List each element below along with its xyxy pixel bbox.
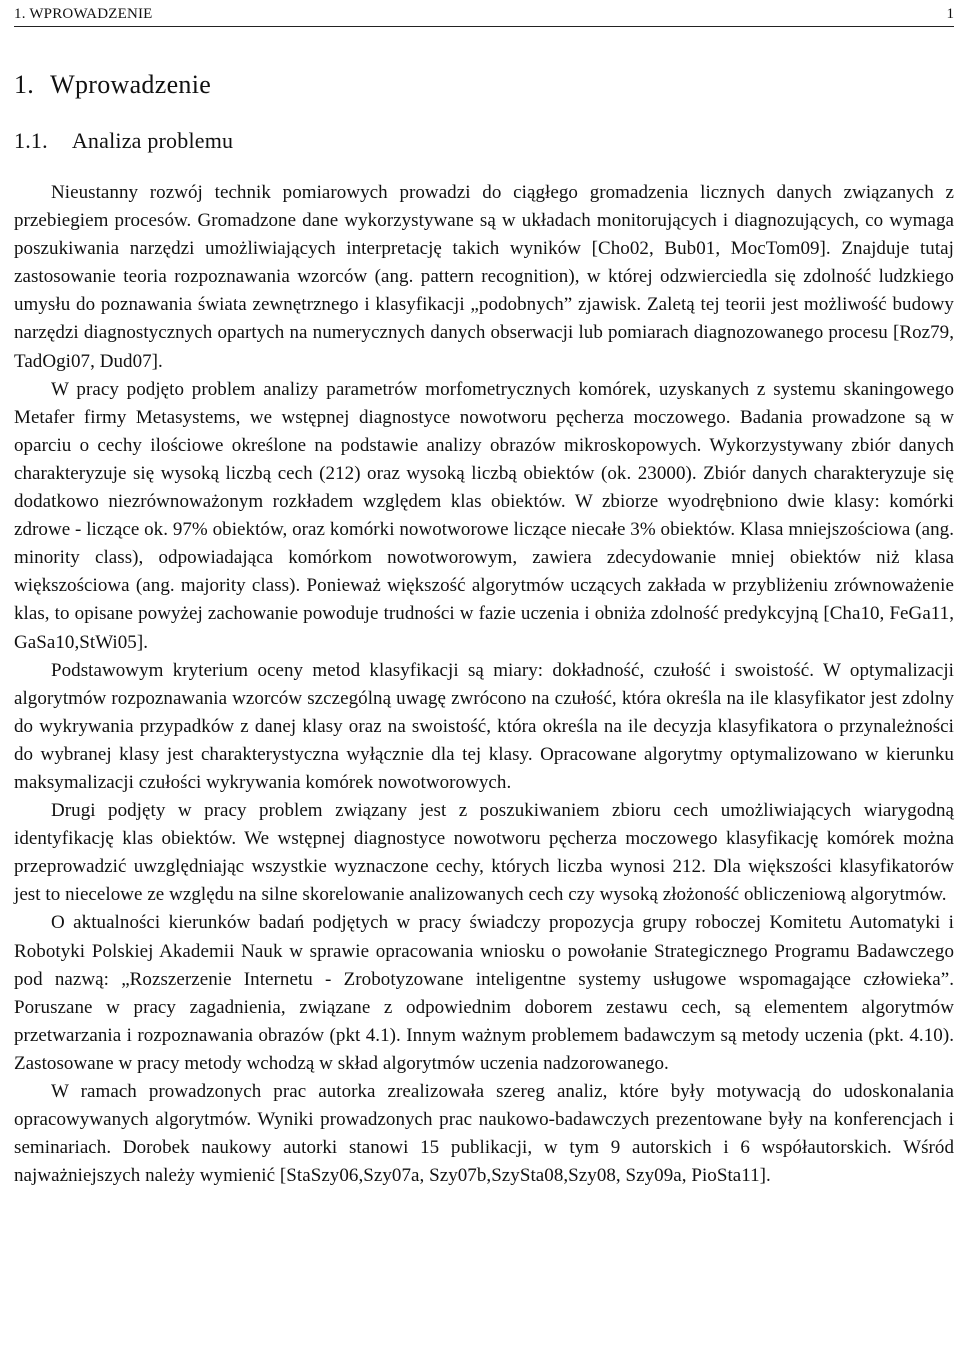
paragraph-2: W pracy podjęto problem analizy parametrów morfometrycznych komórek, uzyskanych z systemu skaningowego Metafer firmy Metasystems, we wstępnej diagnostyce nowotworu pęcherza moczowego. Badania prowadzone są w oparciu o cechy ilościowe określone na podstawie analizy obrazów mikroskopowych. Wykorzystywany zbiór danych charakteryzuje się wysoką liczbą cech (212) oraz wysoką liczbą obiektów (ok. 23000). Zbiór danych charakteryzuje się dodatkowo niezrównoważonym rozkładem względem klas obiektów. W zbiorze wyodrębniono dwie klasy: komórki zdrowe - liczące ok. 97% obiektów, oraz komórki nowotworowe liczące niecałe 3% obiektów. Klasa mniejszościowa (ang. minority class), odpowiadająca komórkom nowotworowym, zawiera zdecydowanie mniej obiektów niż klasa większościowa (ang. majority class). Ponieważ większość algorytmów uczących zakłada w przybliżeniu zrównoważenie klas, to opisane powyżej zachowanie powoduje trudności w fazie uczenia i obniża zdolność predykcyjną [Cha10, FeGa11, GaSa10,StWi05].	[14, 378, 954, 653]
section-title: Analiza problemu	[71, 128, 234, 153]
section-heading	[14, 127, 954, 155]
paragraph-1	[14, 179, 954, 376]
paragraph-5: O aktualności kierunków badań podjętych w pracy świadczy propozycja grupy roboczej Komitetu Automatyki i Robotyki Polskiej Akademii Nauk w sprawie opracowania wniosku o powołanie Strategicznego Programu Badawczego pod nazwą: „Rozszerzenie Internetu - Zrobotyzowane inteligentne systemy usługowe wspomagające człowieka”. Poruszane w pracy zagadnienia, związane z odpowiednim doborem zestawu cech, są elementem algorytmów przetwarzania i rozpoznawania obrazów (pkt 4.1). Innym ważnym problemem badawczym są metody uczenia (pkt. 4.10). Zastosowane w pracy metody wchodzą w skład algorytmów uczenia nadzorowanego.	[14, 912, 954, 1074]
paragraph-1-part-c: Zaletą tej teorii jest możliwość budowy narzędzi diagnostycznych opartych na numerycznych danych obserwacji lub pomiarach diagnozowanego procesu [Roz79, TadOgi07, Dud07].	[14, 294, 954, 372]
chapter-heading	[14, 69, 954, 101]
body-text	[14, 179, 954, 1190]
document-page	[14, 0, 954, 1190]
paragraph-3: Podstawowym kryterium oceny metod klasyfikacji są miary: dokładność, czułość i swoistość. W optymalizacji algorytmów rozpoznawania wzorców szczególną uwagę zwrócono na czułość, która określa na ile klasyfikator jest zdolny do wykrywania przypadków z danej klasy oraz na swoistość, która określa na ile decyzja klasyfikatora o przynależności do wybranej klasy jest charakterystyczna wyłącznie dla tej klasy. Opracowane algorytmy optymalizowano w kierunku maksymalizacji czułości wykrywania komórek nowotworowych.	[14, 659, 954, 793]
running-header-title: 1. WPROWADZENIE	[14, 6, 153, 22]
paragraph-4: Drugi podjęty w pracy problem związany jest z poszukiwaniem zbioru cech umożliwiających wiarygodną identyfikację klas obiektów. We wstępnej diagnostyce nowotworu pęcherza moczowego klasyfikację komórek można przeprowadzić uwzględniając wszystkie wyznaczone cechy, których liczba wynosi 212. Dla większości klasyfikatorów jest to niecelowe ze względu na silne skorelowanie analizowanych cech czy wysoką złożoność obliczeniową algorytmów.	[14, 800, 954, 906]
paragraph-1-part-a: Nieustanny rozwój technik pomiarowych prowadzi do ciągłego gromadzenia licznych danych związanych z przebiegiem procesów.	[14, 182, 954, 232]
page-number: 1	[946, 6, 954, 22]
chapter-number: 1.	[14, 70, 35, 99]
section-number: 1.1.	[14, 128, 48, 153]
paragraph-6: W ramach prowadzonych prac autorka zrealizowała szereg analiz, które były motywacją do udoskonalania opracowywanych algorytmów. Wyniki prowadzonych prac naukowo-badawczych prezentowane były na konferencjach i seminariach. Dorobek naukowy autorki stanowi 15 publikacji, w tym 9 autorskich i 6 współautorskich. Wśród najważniejszych należy wymienić [StaSzy06,Szy07a, Szy07b,SzySta08,Szy08, Szy09a, PioSta11].	[14, 1081, 954, 1187]
paragraph-1-part-b: Gromadzone dane wykorzystywane są w układach monitorujących i diagnozujących, co wymaga poszukiwania narzędzi umożliwiających interpretację takich wyników [Cho02, Bub01, MocTom09]. Znajduje tutaj zastosowanie teoria rozpoznawania wzorców (ang. pattern recognition), w której odzwierciedla się zdolność ludzkiego umysłu do poznawania świata zewnętrznego i klasyfikacji „podobnych” zjawisk.	[14, 210, 954, 316]
running-header	[14, 0, 954, 27]
chapter-title: Wprowadzenie	[50, 70, 212, 99]
